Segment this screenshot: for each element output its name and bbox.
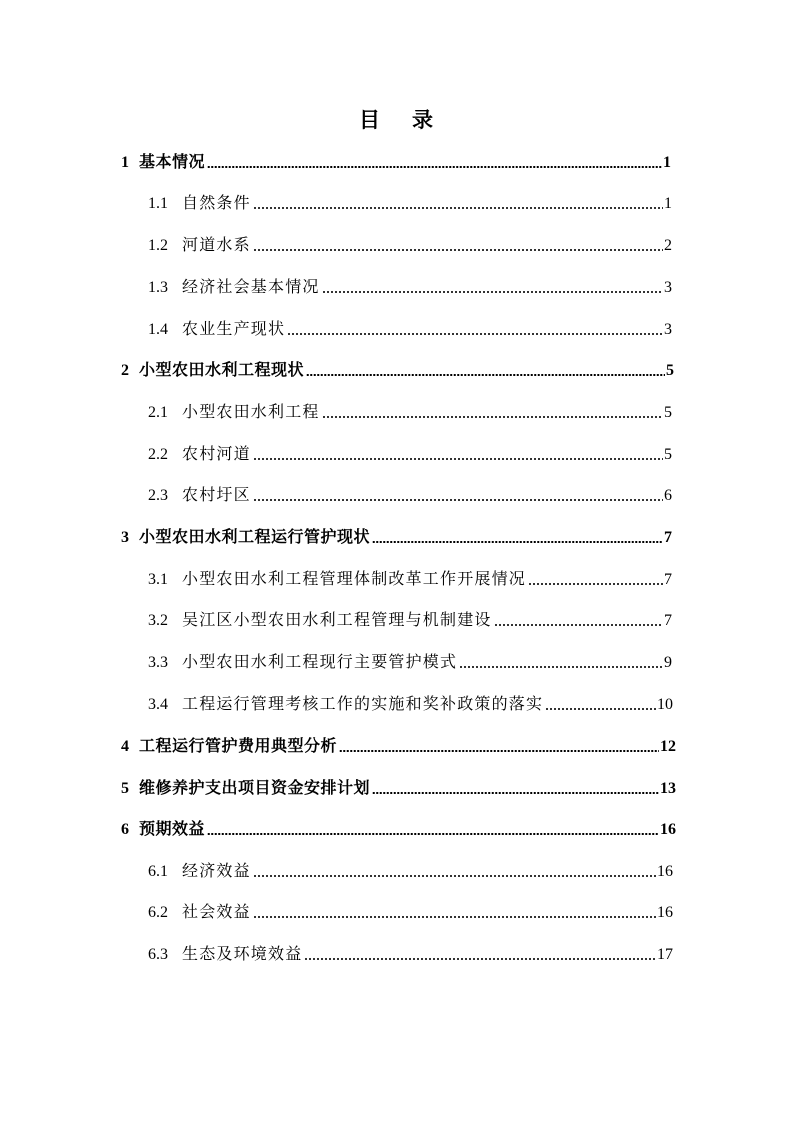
dot-leader (545, 708, 656, 710)
dot-leader (253, 249, 663, 251)
toc-entry-label: 基本情况 (139, 154, 206, 171)
toc-entry-1-4[interactable] (148, 314, 672, 340)
toc-entry-number: 3.4 (148, 696, 168, 713)
toc-entry-3-3[interactable] (148, 647, 672, 673)
dot-leader (528, 583, 663, 585)
toc-entry-label: 小型农田水利工程现行主要管护模式 (182, 654, 458, 671)
toc-entry-page: 2 (664, 237, 672, 254)
toc-entry-1-3[interactable] (148, 272, 672, 298)
toc-entry-label: 农业生产现状 (182, 321, 286, 338)
toc-title-char-2: 录 (412, 108, 435, 132)
dot-leader (253, 458, 663, 460)
toc-entry-page: 16 (657, 904, 673, 921)
dot-leader (287, 333, 663, 335)
toc-entry-3[interactable] (121, 522, 672, 548)
toc-entry-page: 9 (664, 654, 672, 671)
toc-entry-number: 1.2 (148, 237, 168, 254)
toc-entry-page: 12 (660, 738, 676, 755)
toc-entry-page: 5 (664, 446, 672, 463)
toc-entry-3-1[interactable] (148, 564, 672, 590)
toc-entry-label: 农村圩区 (182, 487, 251, 504)
toc-entry-5[interactable] (121, 773, 676, 799)
toc-entry-2-1[interactable] (148, 397, 672, 423)
toc-entry-2-2[interactable] (148, 439, 672, 465)
dot-leader (304, 958, 656, 960)
toc-entry-label: 经济社会基本情况 (182, 279, 320, 296)
toc-entry-number: 6 (121, 821, 129, 838)
toc-entry-number: 3 (121, 529, 129, 546)
toc-entry-label: 经济效益 (182, 863, 251, 880)
toc-entry-number: 4 (121, 738, 129, 755)
toc-entry-number: 6.2 (148, 904, 168, 921)
toc-entry-label: 预期效益 (139, 821, 206, 838)
dot-leader (494, 624, 663, 626)
toc-entry-label: 社会效益 (182, 904, 251, 921)
toc-entry-1-2[interactable] (148, 230, 672, 256)
dot-leader (372, 541, 663, 543)
toc-entry-number: 2.2 (148, 446, 168, 463)
toc-entry-page: 17 (657, 946, 673, 963)
toc-entry-6-3[interactable] (148, 939, 673, 965)
toc-entry-3-2[interactable] (148, 605, 672, 631)
toc-entry-number: 3.2 (148, 612, 168, 629)
dot-leader (339, 750, 659, 752)
dot-leader (253, 875, 656, 877)
toc-entry-label: 工程运行管理考核工作的实施和奖补政策的落实 (182, 696, 544, 713)
toc-entry-1[interactable] (121, 147, 671, 173)
toc-entry-page: 7 (664, 571, 672, 588)
toc-entry-label: 小型农田水利工程现状 (139, 362, 305, 379)
toc-entry-label: 河道水系 (182, 237, 251, 254)
toc-entry-page: 7 (664, 612, 672, 629)
toc-entry-number: 6.1 (148, 863, 168, 880)
toc-entry-label: 小型农田水利工程 (182, 404, 320, 421)
toc-entry-2[interactable] (121, 355, 674, 381)
toc-entry-6-1[interactable] (148, 856, 673, 882)
toc-entry-page: 5 (666, 362, 674, 379)
toc-entry-number: 2.1 (148, 404, 168, 421)
toc-entry-6[interactable] (121, 814, 676, 840)
toc-entry-number: 1.4 (148, 321, 168, 338)
dot-leader (372, 792, 659, 794)
toc-entry-number: 1 (121, 154, 129, 171)
toc-entry-page: 10 (657, 696, 673, 713)
toc-entry-6-2[interactable] (148, 897, 673, 923)
dot-leader (207, 833, 659, 835)
toc-entry-page: 16 (660, 821, 676, 838)
toc-entry-page: 7 (664, 529, 672, 546)
toc-entry-page: 1 (664, 195, 672, 212)
toc-entry-1-1[interactable] (148, 188, 672, 214)
toc-entry-number: 6.3 (148, 946, 168, 963)
toc-entry-number: 5 (121, 780, 129, 797)
toc-entry-page: 16 (657, 863, 673, 880)
toc-entry-page: 6 (664, 487, 672, 504)
toc-entry-page: 13 (660, 780, 676, 797)
toc-entry-number: 2 (121, 362, 129, 379)
toc-entry-number: 3.1 (148, 571, 168, 588)
toc-entry-number: 1.3 (148, 279, 168, 296)
dot-leader (459, 666, 663, 668)
dot-leader (207, 166, 662, 168)
dot-leader (322, 291, 663, 293)
toc-entry-label: 吴江区小型农田水利工程管理与机制建设 (182, 612, 492, 629)
toc-title-char-1: 目 (359, 108, 382, 132)
toc-entry-label: 自然条件 (182, 195, 251, 212)
toc-entry-4[interactable] (121, 731, 676, 757)
toc-entry-page: 3 (664, 321, 672, 338)
toc-entry-label: 小型农田水利工程运行管护现状 (139, 529, 371, 546)
toc-entry-number: 2.3 (148, 487, 168, 504)
toc-entry-label: 维修养护支出项目资金安排计划 (139, 780, 371, 797)
toc-title (0, 104, 794, 134)
toc-entry-3-4[interactable] (148, 689, 673, 715)
toc-entry-label: 生态及环境效益 (182, 946, 303, 963)
dot-leader (253, 916, 656, 918)
toc-entry-page: 1 (663, 154, 671, 171)
toc-entry-number: 3.3 (148, 654, 168, 671)
toc-entry-2-3[interactable] (148, 480, 672, 506)
toc-entry-label: 工程运行管护费用典型分析 (139, 738, 338, 755)
toc-entry-label: 农村河道 (182, 446, 251, 463)
toc-entry-number: 1.1 (148, 195, 168, 212)
toc-entry-page: 5 (664, 404, 672, 421)
dot-leader (322, 416, 663, 418)
dot-leader (253, 207, 663, 209)
toc-entry-page: 3 (664, 279, 672, 296)
dot-leader (306, 374, 665, 376)
dot-leader (253, 499, 663, 501)
toc-entry-label: 小型农田水利工程管理体制改革工作开展情况 (182, 571, 527, 588)
